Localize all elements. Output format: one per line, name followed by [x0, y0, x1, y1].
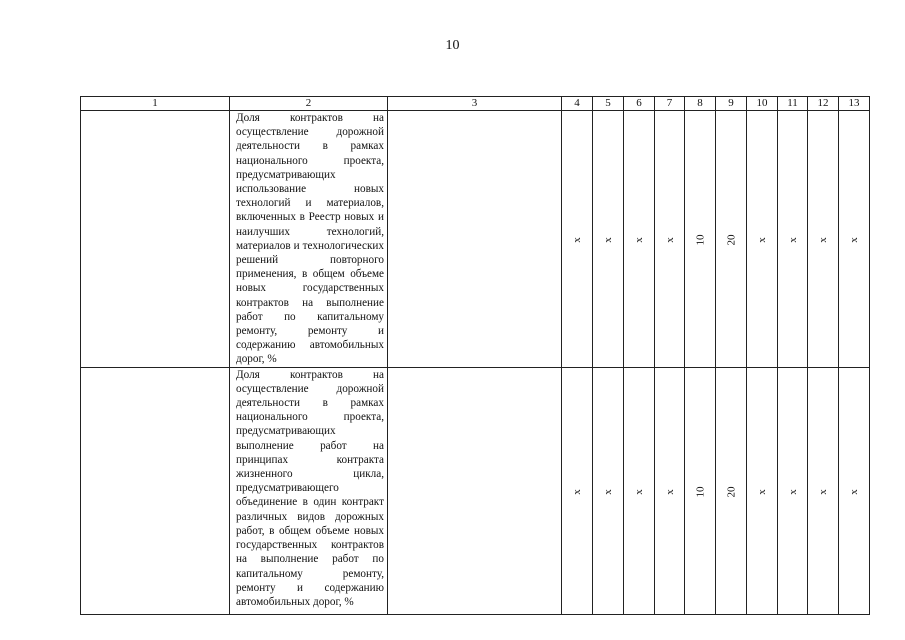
value-cell [839, 111, 870, 368]
table-row [81, 111, 870, 368]
value-text: x [602, 237, 614, 243]
value-text: 20 [725, 486, 737, 498]
value-text: 20 [725, 234, 737, 246]
value-text: x [848, 488, 860, 495]
page-number: 10 [445, 38, 460, 53]
value-text: x [848, 237, 860, 243]
value-text: x [633, 488, 645, 495]
header-cell: 11 [778, 97, 808, 111]
value-text: x [817, 237, 829, 243]
row-cell-col1 [81, 111, 230, 368]
header-cell: 5 [593, 97, 624, 111]
value-text: x [571, 237, 583, 243]
header-cell: 10 [747, 97, 778, 111]
value-cell [808, 111, 839, 368]
value-cell [685, 367, 716, 614]
value-cell [655, 111, 685, 368]
value-cell [685, 111, 716, 368]
header-cell: 6 [624, 97, 655, 111]
header-cell: 13 [839, 97, 870, 111]
table-row [81, 367, 870, 614]
value-text: 10 [694, 486, 706, 498]
value-cell [624, 367, 655, 614]
value-cell [808, 367, 839, 614]
value-cell [839, 367, 870, 614]
data-table [80, 96, 870, 615]
value-cell [716, 111, 747, 368]
value-cell [747, 111, 778, 368]
value-cell [778, 367, 808, 614]
row-cell-col3 [388, 111, 562, 368]
value-cell [562, 111, 593, 368]
indicator-text: Доля контрактов на осуществление дорожной деятельности в рамках национального проекта, предусматривающих выполнение работ на принципах контракта жизненного цикла, предусматривающего объединение в один контракт различных видов дорожных работ, в общем объеме новых государственных контрактов на выполнение работ по капитальному ремонту, ремонту и содержанию автомобильных дорог, % [230, 367, 388, 614]
indicator-text: Доля контрактов на осуществление дорожной деятельности в рамках национального проекта, предусматривающих использование новых технологий и материалов, включенных в Реестр новых и наилучших технологий, материалов и технологических решений повторного применения, в общем объеме новых государственных контрактов на выполнение работ по капитальному ремонту, ремонту и содержанию автомобильных дорог, % [230, 111, 388, 368]
value-cell [655, 367, 685, 614]
value-text: x [756, 488, 768, 495]
header-cell: 12 [808, 97, 839, 111]
value-cell [593, 367, 624, 614]
row-cell-col3 [388, 367, 562, 614]
header-cell: 2 [230, 97, 388, 111]
value-text: x [571, 488, 583, 495]
value-text: x [786, 488, 799, 495]
value-cell [593, 111, 624, 368]
header-cell: 9 [716, 97, 747, 111]
value-cell [562, 367, 593, 614]
header-cell: 3 [388, 97, 562, 111]
value-text: x [817, 488, 829, 495]
value-text: x [786, 237, 799, 243]
value-text: x [756, 237, 768, 243]
header-cell: 4 [562, 97, 593, 111]
value-cell [624, 111, 655, 368]
value-cell [716, 367, 747, 614]
row-cell-col1 [81, 367, 230, 614]
header-cell: 7 [655, 97, 685, 111]
value-text: x [663, 488, 676, 495]
value-cell [778, 111, 808, 368]
value-text: 10 [694, 234, 706, 246]
header-cell: 1 [81, 97, 230, 111]
value-cell [747, 367, 778, 614]
value-text: x [633, 237, 645, 243]
value-text: x [663, 237, 676, 243]
header-cell: 8 [685, 97, 716, 111]
value-text: x [602, 488, 614, 495]
header-row [81, 97, 870, 111]
